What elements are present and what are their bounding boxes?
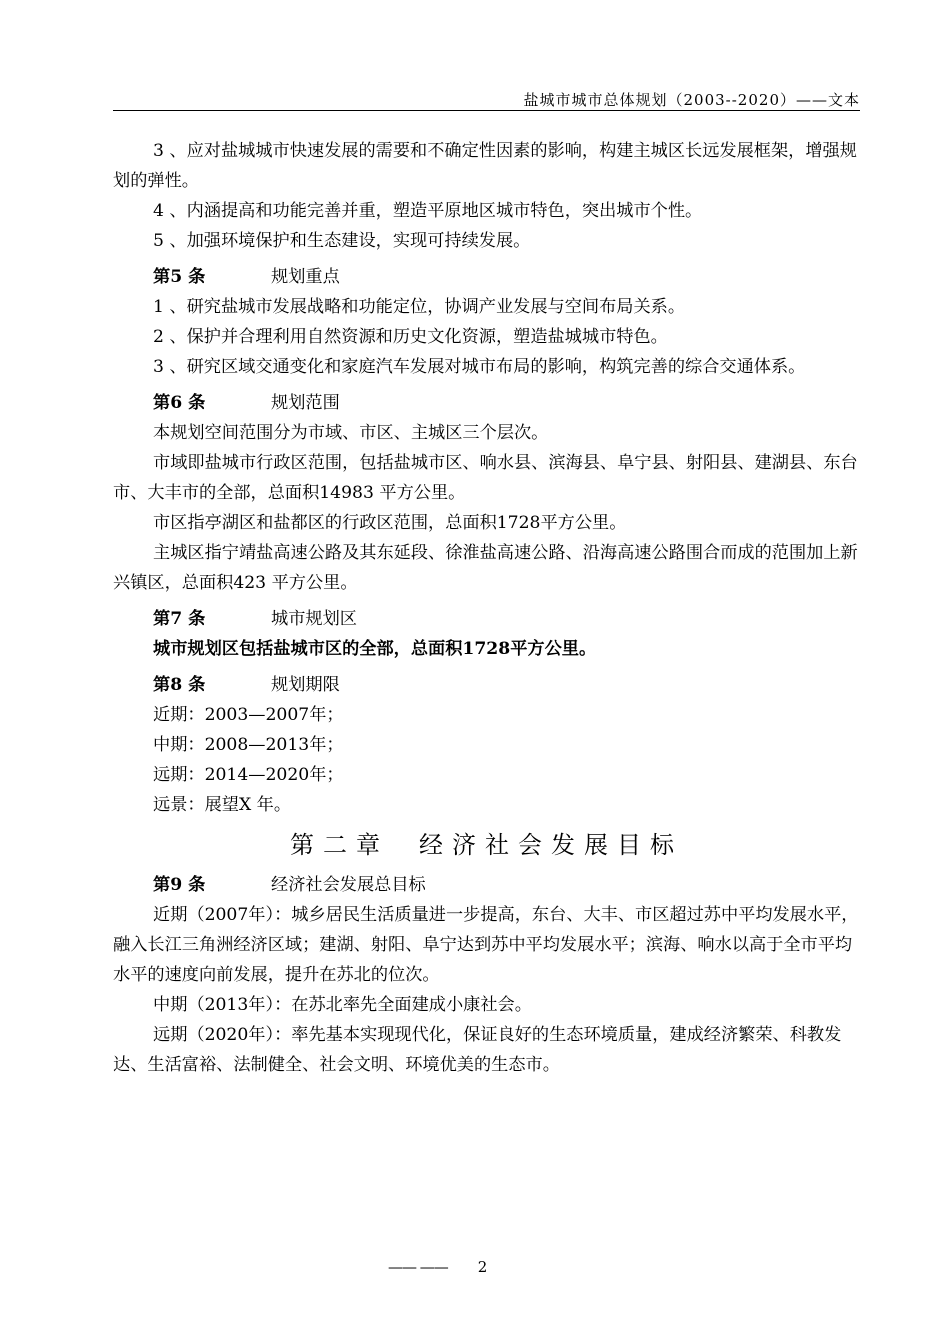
paragraph: 中期：2008—2013年；: [153, 735, 344, 755]
paragraph: 本规划空间范围分为市域、市区、主城区三个层次。: [153, 423, 549, 443]
chapter-number: 第二章: [290, 831, 389, 859]
paragraph: 近期（2007年）：城乡居民生活质量进一步提高，东台、大丰、市区超过苏中平均发展水平，融入长江三角洲经济区域；建湖、射阳、阜宁达到苏中平均发展水平；滨海、响水以高于全市平均水平的速度向前发展，提升在苏北的位次。: [113, 905, 859, 985]
article-number: 第8 条: [153, 675, 206, 695]
article-number: 第6 条: [153, 393, 206, 413]
article-title: 规划范围: [271, 393, 340, 413]
page-number: 2: [477, 1258, 488, 1276]
paragraph: 4 、内涵提高和功能完善并重，塑造平原地区城市特色，突出城市个性。: [153, 201, 703, 221]
article-5-heading: [113, 262, 860, 292]
paragraph: 市区指亭湖区和盐都区的行政区范围，总面积1728平方公里。: [153, 513, 627, 533]
article-9-heading: [113, 870, 860, 900]
article-7-heading: [113, 604, 860, 634]
paragraph: 3 、研究区域交通变化和家庭汽车发展对城市布局的影响，构筑完善的综合交通体系。: [153, 357, 806, 377]
paragraph: 中期（2013年）：在苏北率先全面建成小康社会。: [153, 995, 532, 1015]
article-title: 城市规划区: [271, 609, 357, 629]
bold-paragraph: 城市规划区包括盐城市区的全部，总面积1728平方公里。: [153, 639, 597, 659]
chapter-title: 经济社会发展目标: [419, 831, 683, 859]
article-title: 规划期限: [271, 675, 340, 695]
article-number: 第7 条: [153, 609, 206, 629]
document-body: [113, 136, 860, 1080]
page-footer: [388, 1258, 487, 1276]
paragraph: 远期（2020年）：率先基本实现现代化，保证良好的生态环境质量，建成经济繁荣、科教发达、生活富裕、法制健全、社会文明、环境优美的生态市。: [113, 1025, 842, 1075]
paragraph: 3 、应对盐城城市快速发展的需要和不确定性因素的影响，构建主城区长远发展框架，增强规划的弹性。: [113, 141, 857, 191]
article-6-heading: [113, 388, 860, 418]
paragraph: 市域即盐城市行政区范围，包括盐城市区、响水县、滨海县、阜宁县、射阳县、建湖县、东台市、大丰市的全部，总面积14983 平方公里。: [113, 453, 858, 503]
paragraph: 1 、研究盐城市发展战略和功能定位，协调产业发展与空间布局关系。: [153, 297, 686, 317]
paragraph: 远景：展望X 年。: [153, 795, 292, 815]
paragraph: 5 、加强环境保护和生态建设，实现可持续发展。: [153, 231, 531, 251]
footer-dash: —— ——: [388, 1258, 448, 1276]
article-title: 规划重点: [271, 267, 340, 287]
article-8-heading: [113, 670, 860, 700]
article-number: 第5 条: [153, 267, 206, 287]
paragraph: 主城区指宁靖盐高速公路及其东延段、徐淮盐高速公路、沿海高速公路围合而成的范围加上新兴镇区，总面积423 平方公里。: [113, 543, 858, 593]
chapter-heading: [113, 820, 860, 870]
paragraph: 远期：2014—2020年；: [153, 765, 344, 785]
paragraph: 2 、保护并合理利用自然资源和历史文化资源，塑造盐城城市特色。: [153, 327, 668, 347]
article-title: 经济社会发展总目标: [271, 875, 426, 895]
page-header: 盐城市城市总体规划（2003--2020）——文本: [523, 91, 860, 109]
article-number: 第9 条: [153, 875, 206, 895]
paragraph: 近期：2003—2007年；: [153, 705, 344, 725]
header-rule: [113, 110, 860, 111]
